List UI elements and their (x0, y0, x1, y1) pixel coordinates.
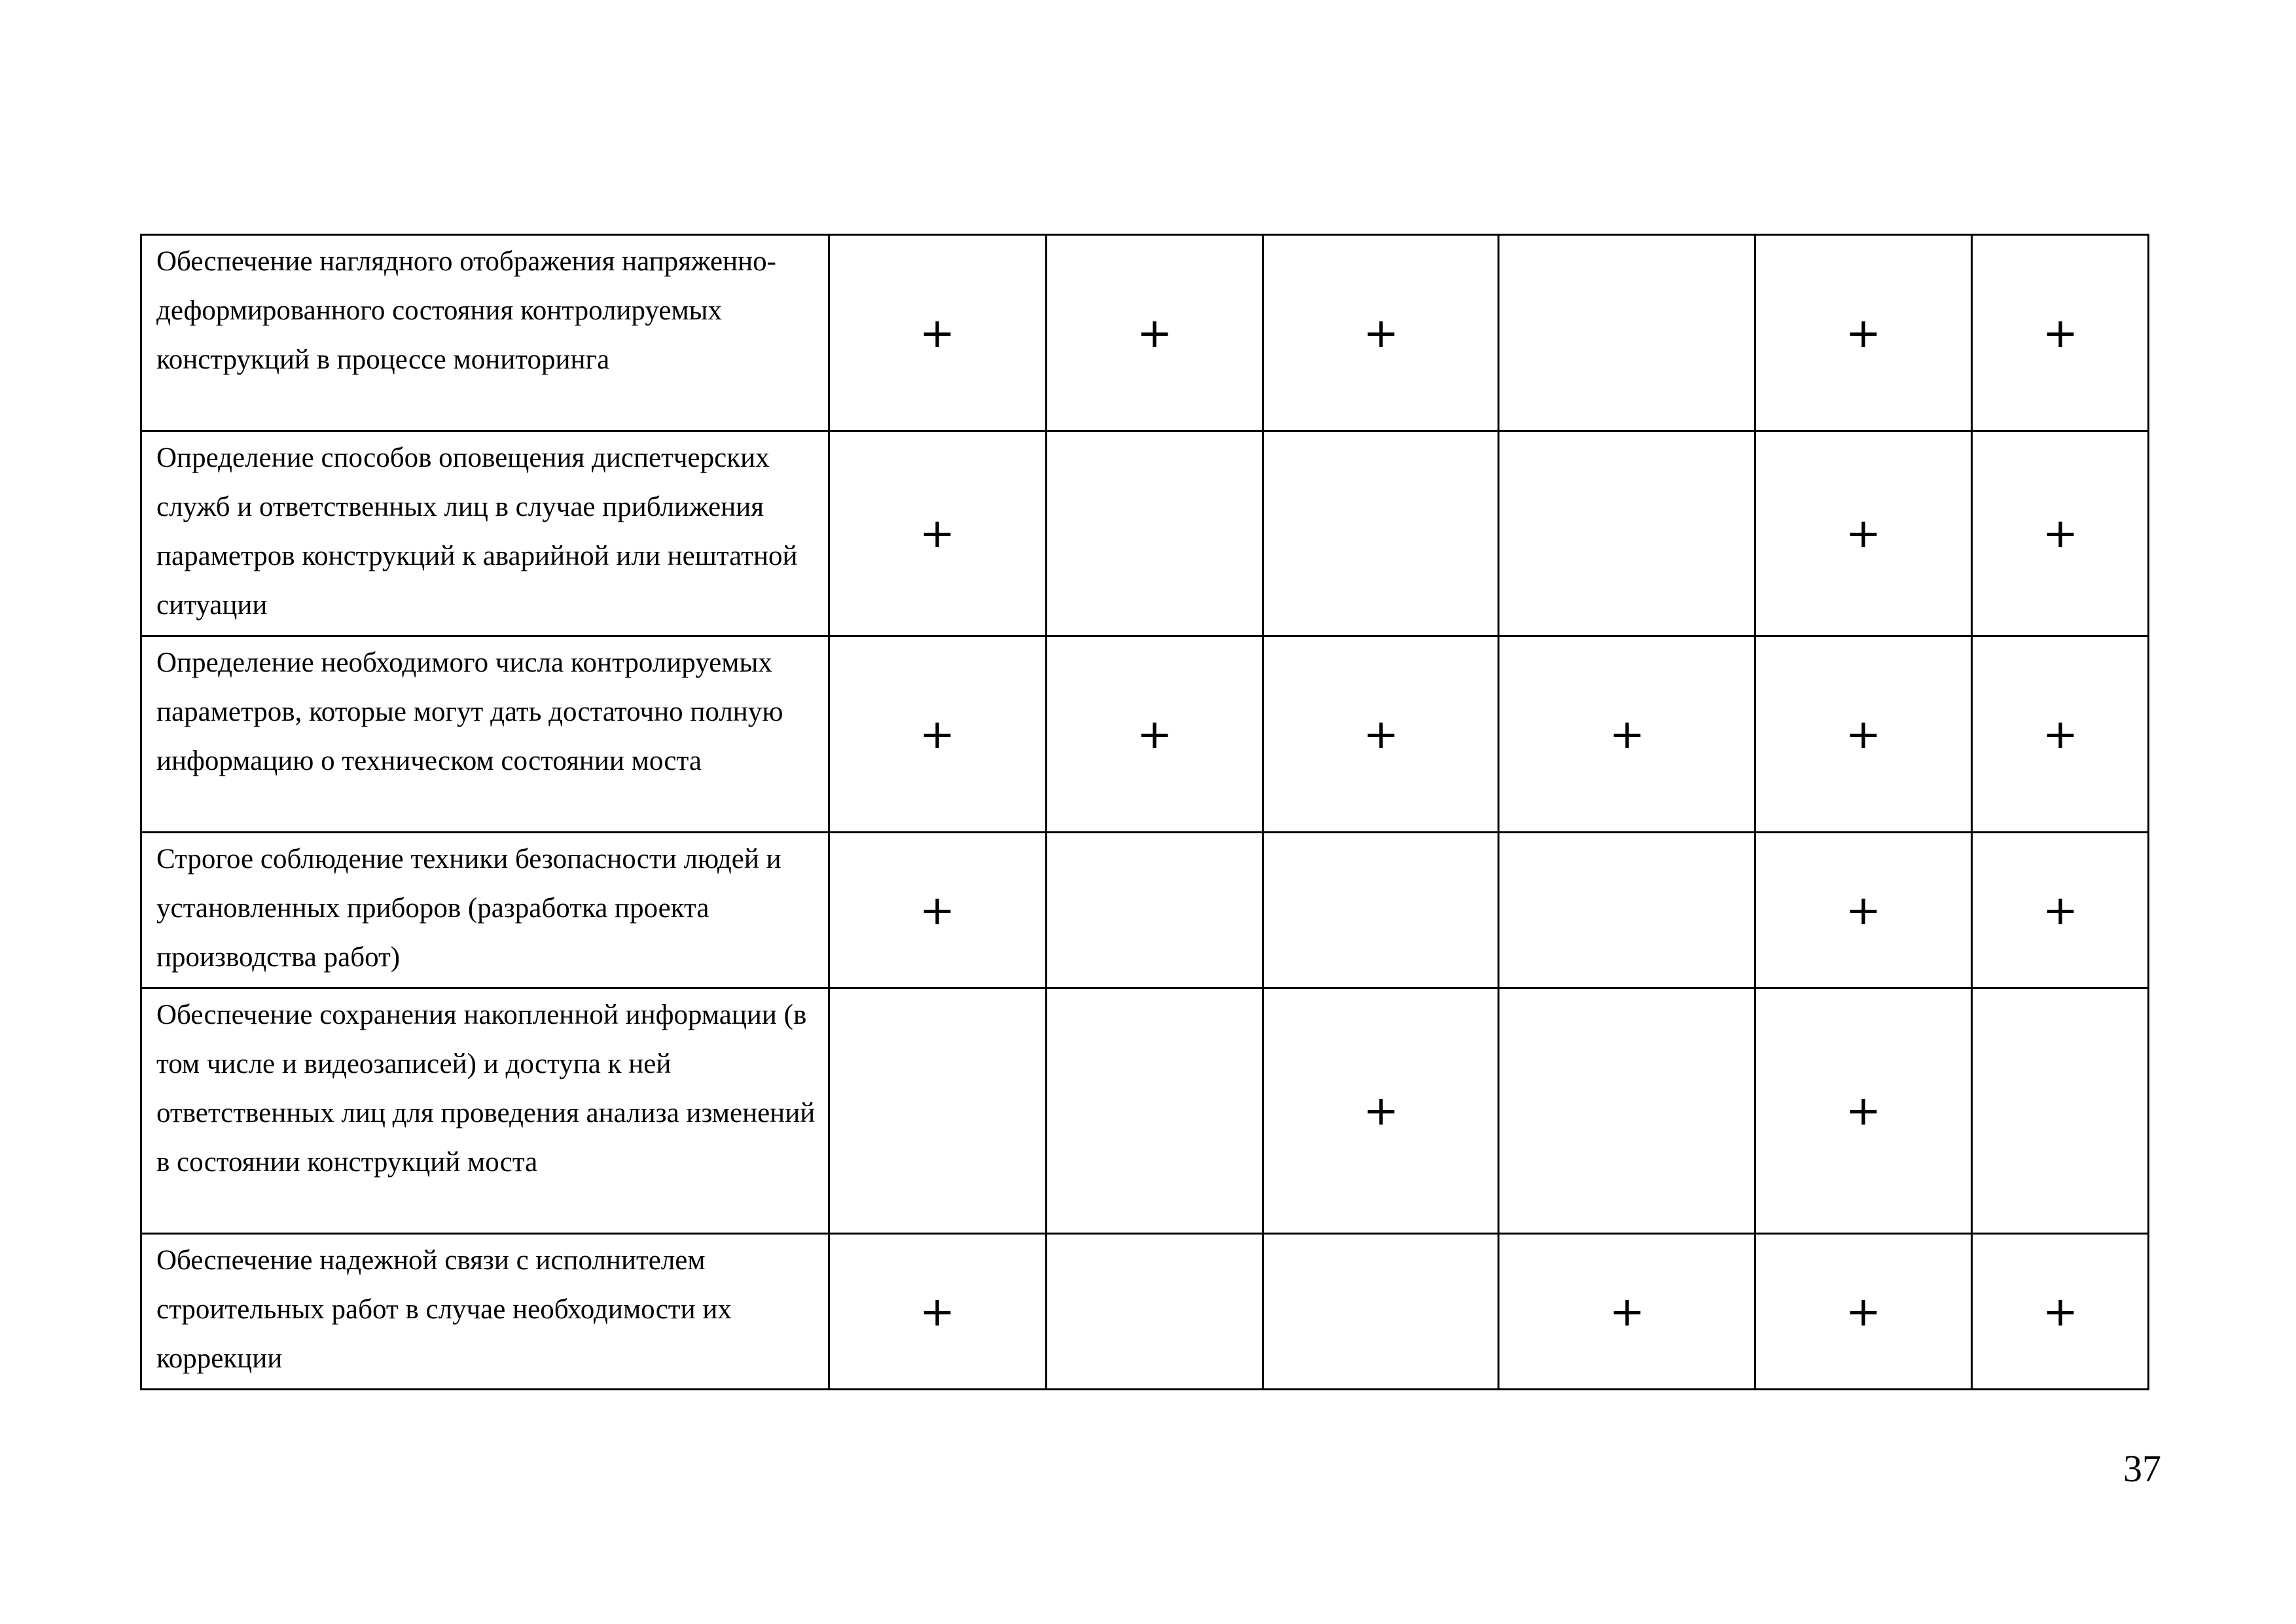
mark-cell (1972, 988, 2149, 1234)
plus-mark: + (1609, 1287, 1645, 1335)
table-row (141, 636, 2149, 833)
plus-mark: + (2042, 710, 2078, 758)
mark-cell (1263, 1234, 1499, 1390)
plus-mark: + (1845, 886, 1882, 934)
plus-mark: + (1609, 710, 1645, 758)
requirement-description: Определение необходимого числа контролируемых параметров, которые могут дать достаточно полную информацию о техническом состоянии моста (141, 636, 829, 833)
mark-cell (1046, 431, 1263, 636)
mark-cell (1046, 636, 1263, 833)
mark-cell (1046, 1234, 1263, 1390)
mark-cell (1499, 636, 1755, 833)
mark-cell (1499, 988, 1755, 1234)
mark-cell (1046, 235, 1263, 431)
page-number: 37 (2123, 1447, 2161, 1490)
requirement-description: Строгое соблюдение техники безопасности людей и установленных приборов (разработка проекта производства работ) (141, 833, 829, 988)
plus-mark: + (2042, 1287, 2078, 1335)
plus-mark: + (1845, 1087, 1882, 1134)
mark-cell (1263, 988, 1499, 1234)
plus-mark: + (1363, 710, 1399, 758)
table-row (141, 988, 2149, 1234)
mark-cell (1972, 833, 2149, 988)
mark-cell (1263, 431, 1499, 636)
plus-mark: + (1136, 308, 1172, 357)
mark-cell (1755, 988, 1972, 1234)
mark-cell (829, 636, 1046, 833)
plus-mark: + (1845, 308, 1882, 357)
plus-mark: + (2042, 509, 2078, 557)
mark-cell (829, 431, 1046, 636)
mark-cell (1499, 235, 1755, 431)
mark-cell (829, 988, 1046, 1234)
mark-cell (1972, 431, 2149, 636)
plus-mark: + (920, 886, 956, 934)
plus-mark: + (920, 1287, 956, 1335)
mark-cell (1755, 833, 1972, 988)
table-body (141, 235, 2149, 1390)
plus-mark: + (920, 308, 956, 357)
mark-cell (1972, 235, 2149, 431)
requirement-description: Обеспечение сохранения накопленной информации (в том числе и видеозаписей) и доступа к ней ответственных лиц для проведения анализа изменений в состоянии конструкций моста (141, 988, 829, 1234)
plus-mark: + (1845, 1287, 1882, 1335)
mark-cell (1499, 1234, 1755, 1390)
plus-mark: + (1363, 308, 1399, 357)
mark-cell (1046, 988, 1263, 1234)
plus-mark: + (2042, 886, 2078, 934)
plus-mark: + (1136, 710, 1172, 758)
table-row (141, 431, 2149, 636)
mark-cell (1755, 636, 1972, 833)
mark-cell (1972, 1234, 2149, 1390)
plus-mark: + (2042, 308, 2078, 357)
table-row (141, 833, 2149, 988)
mark-cell (1755, 235, 1972, 431)
mark-cell (1499, 833, 1755, 988)
mark-cell (829, 833, 1046, 988)
requirement-description: Обеспечение надежной связи с исполнителем строительных работ в случае необходимости их коррекции (141, 1234, 829, 1390)
mark-cell (1263, 235, 1499, 431)
mark-cell (1755, 431, 1972, 636)
mark-cell (1972, 636, 2149, 833)
plus-mark: + (920, 710, 956, 758)
plus-mark: + (1845, 710, 1882, 758)
mark-cell (1755, 1234, 1972, 1390)
requirement-description: Обеспечение наглядного отображения напряженно-деформированного состояния контролируемых конструкций в процессе мониторинга (141, 235, 829, 431)
mark-cell (829, 235, 1046, 431)
plus-mark: + (1845, 509, 1882, 557)
table-row (141, 1234, 2149, 1390)
requirement-description: Определение способов оповещения диспетчерских служб и ответственных лиц в случае приближения параметров конструкций к аварийной или нештатной ситуации (141, 431, 829, 636)
mark-cell (1499, 431, 1755, 636)
mark-cell (1263, 636, 1499, 833)
mark-cell (1263, 833, 1499, 988)
table-row (141, 235, 2149, 431)
mark-cell (1046, 833, 1263, 988)
plus-mark: + (1363, 1087, 1399, 1134)
requirements-table (140, 234, 2149, 1390)
mark-cell (829, 1234, 1046, 1390)
plus-mark: + (920, 509, 956, 557)
